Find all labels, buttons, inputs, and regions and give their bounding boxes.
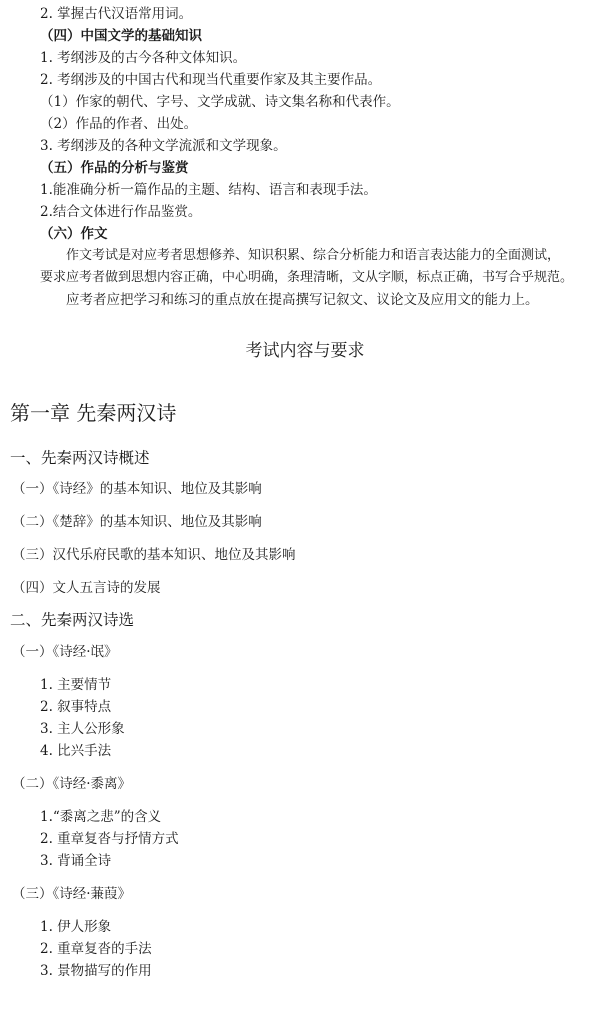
top-line-9: 1.能准确分析一篇作品的主题、结构、语言和表现手法。 [40, 182, 377, 198]
top-heading-5: （五）作品的分析与鉴赏 [40, 160, 189, 176]
top-heading-4: （四）中国文学的基础知识 [40, 28, 202, 44]
top-line-1: 2. 掌握古代汉语常用词。 [40, 6, 193, 22]
poem-group-title: （二）《诗经·黍离》 [12, 776, 132, 792]
essay-paragraph-line-1: 作文考试是对应考者思想修养、知识积累、综合分析能力和语言表达能力的全面测试， [66, 248, 561, 263]
section-1-item: （三）汉代乐府民歌的基本知识、地位及其影响 [12, 547, 296, 563]
poem-group-item: 2. 重章复沓的手法 [40, 941, 152, 957]
section-1-item: （四）文人五言诗的发展 [12, 580, 161, 596]
poem-group-title: （三）《诗经·蒹葭》 [12, 886, 132, 902]
top-line-3: 1. 考纲涉及的古今各种文体知识。 [40, 50, 247, 66]
section-2-heading: 二、先秦两汉诗选 [10, 611, 135, 629]
page-title: 考试内容与要求 [245, 341, 365, 361]
top-line-4: 2. 考纲涉及的中国古代和现当代重要作家及其主要作品。 [40, 72, 382, 88]
essay-paragraph-line-3: 应考者应把学习和练习的重点放在提高撰写记叙文、议论文及应用文的能力上。 [66, 292, 539, 308]
section-1-item: （一）《诗经》的基本知识、地位及其影响 [12, 481, 262, 497]
poem-group-item: 1. 伊人形象 [40, 919, 112, 935]
section-1-heading: 一、先秦两汉诗概述 [10, 449, 150, 467]
top-line-10: 2.结合文体进行作品鉴赏。 [40, 204, 202, 220]
top-line-5: （1）作家的朝代、字号、文学成就、诗文集名称和代表作。 [40, 94, 400, 110]
poem-group-item: 3. 景物描写的作用 [40, 963, 152, 979]
top-heading-6: （六）作文 [40, 226, 108, 242]
section-1-item: （二）《楚辞》的基本知识、地位及其影响 [12, 514, 262, 530]
poem-group-item: 4. 比兴手法 [40, 743, 112, 759]
poem-group-item: 2. 叙事特点 [40, 699, 112, 715]
chapter-title: 第一章 先秦两汉诗 [10, 401, 177, 425]
top-line-7: 3. 考纲涉及的各种文学流派和文学现象。 [40, 138, 287, 154]
essay-paragraph-line-2: 要求应考者做到思想内容正确，中心明确，条理清晰，文从字顺，标点正确，书写合乎规范。 [40, 270, 574, 285]
poem-group-item: 1. 主要情节 [40, 677, 112, 693]
poem-group-item: 2. 重章复沓与抒情方式 [40, 831, 179, 847]
poem-group-item: 3. 主人公形象 [40, 721, 125, 737]
poem-group-item: 3. 背诵全诗 [40, 853, 112, 869]
poem-group-item: 1.“黍离之悲”的含义 [40, 809, 162, 825]
poem-group-title: （一）《诗经·氓》 [12, 644, 118, 660]
top-line-6: （2）作品的作者、出处。 [40, 116, 198, 132]
